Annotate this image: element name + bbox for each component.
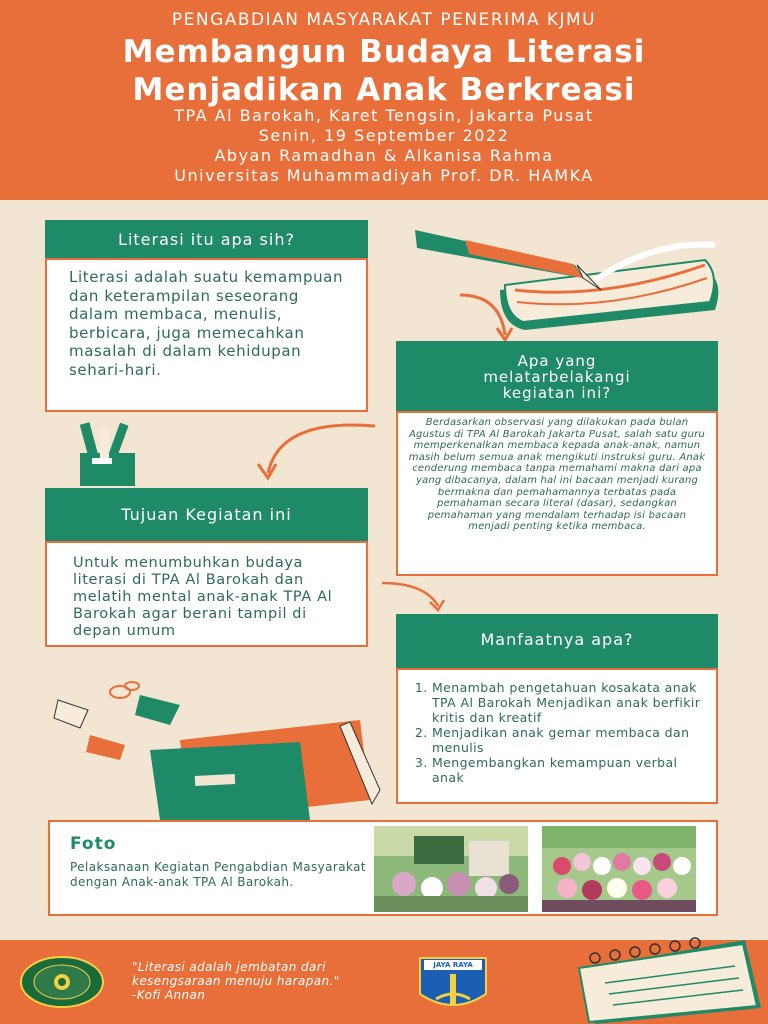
manfaat-heading: Manfaatnya apa?: [480, 630, 634, 649]
quote-line-2: kesengsaraan menuju harapan.": [132, 974, 340, 988]
foto-card: [48, 820, 718, 916]
organization-title: PENGABDIAN MASYARAKAT PENERIMA KJMU: [171, 10, 597, 30]
tujuan-card: [45, 541, 368, 647]
tujuan-body: Untuk menumbuhkan budaya literasi di TPA Al Barokah dan melatih mental anak-anak TPA Al Barokah agar berani tampil di depan umum: [73, 555, 333, 639]
latar-card: [396, 411, 718, 576]
manfaat-item: 3. Mengembangkan kemampuan verbal anak: [432, 755, 706, 785]
literasi-heading: Literasi itu apa sih?: [118, 230, 295, 249]
date: Senin, 19 September 2022: [258, 126, 510, 145]
tujuan-heading: Tujuan Kegiatan ini: [121, 505, 292, 524]
literasi-card: [45, 258, 368, 412]
latar-heading-line-2: melatarbelakangi: [483, 368, 631, 386]
manfaat-card: [396, 668, 718, 804]
latar-body: Berdasarkan observasi yang dilakukan pada bulan Agustus di TPA Al Barokah Jakarta Pusat, salah satu guru memperkenalkan membaca kepada anak-anak, namun masih belum semua anak mengikuti instruksi guru. Anak cenderung membaca tanpa memahami makna dari apa yang dibacanya, dalam hal ini bacaan menjadi kurang bermakna dan pemahamannya terbatas pada pemahaman secara literal (dasar), sedangkan pemahaman yang mendalam terhadap isi bacaan menjadi penting ketika membaca.: [408, 417, 706, 533]
university: Universitas Muhammadiyah Prof. DR. HAMKA: [174, 166, 594, 185]
arrow-to-tujuan-icon: [240, 418, 380, 483]
arrow-to-manfaat-icon: [380, 578, 450, 618]
main-title-line-1: Membangun Budaya Literasi: [122, 34, 646, 70]
manfaat-heading-bar: [396, 614, 718, 670]
quote-author: -Kofi Annan: [132, 988, 206, 1002]
activity-photo-1: [374, 826, 528, 912]
clips-book-illustration: [50, 680, 390, 820]
university-logo: [20, 956, 104, 1008]
quote-line-1: "Literasi adalah jembatan dari: [132, 960, 326, 974]
main-title-line-2: Menjadikan Anak Berkreasi: [132, 72, 636, 108]
activity-photo-2: [542, 826, 696, 912]
jakarta-logo-text: JAYA RAYA: [433, 961, 473, 969]
literasi-heading-bar: [45, 220, 368, 260]
latar-heading-line-1: Apa yang: [517, 352, 597, 370]
literasi-body: Literasi adalah suatu kemampuan dan keterampilan seseorang dalam membaca, menulis, berbicara, juga memecahkan masalah di dalam kehidupan sehari-hari.: [69, 268, 344, 379]
notebook-illustration: [565, 928, 765, 1024]
footer-banner: [0, 940, 768, 1024]
tujuan-heading-bar: [45, 488, 368, 542]
manfaat-item: 2. Menjadikan anak gemar membaca dan menulis: [432, 725, 706, 755]
manfaat-item: 1. Menambah pengetahuan kosakata anak TPA Al Barokah Menjadikan anak berfikir kritis dan kreatif: [432, 680, 706, 725]
header-banner: [0, 0, 768, 200]
foto-heading: Foto: [70, 834, 117, 854]
pencil-cup-illustration: [70, 418, 150, 488]
latar-heading-line-3: kegiatan ini?: [502, 384, 612, 402]
manfaat-list: [412, 680, 706, 785]
latar-heading-bar: [396, 341, 718, 413]
foto-caption: Pelaksanaan Kegiatan Pengabdian Masyarakat dengan Anak-anak TPA Al Barokah.: [70, 860, 367, 889]
location: TPA Al Barokah, Karet Tengsin, Jakarta Pusat: [174, 106, 594, 125]
book-stack-icon: [150, 720, 380, 820]
authors: Abyan Ramadhan & Alkanisa Rahma: [214, 146, 554, 165]
paper-clip-icon: [110, 682, 139, 698]
